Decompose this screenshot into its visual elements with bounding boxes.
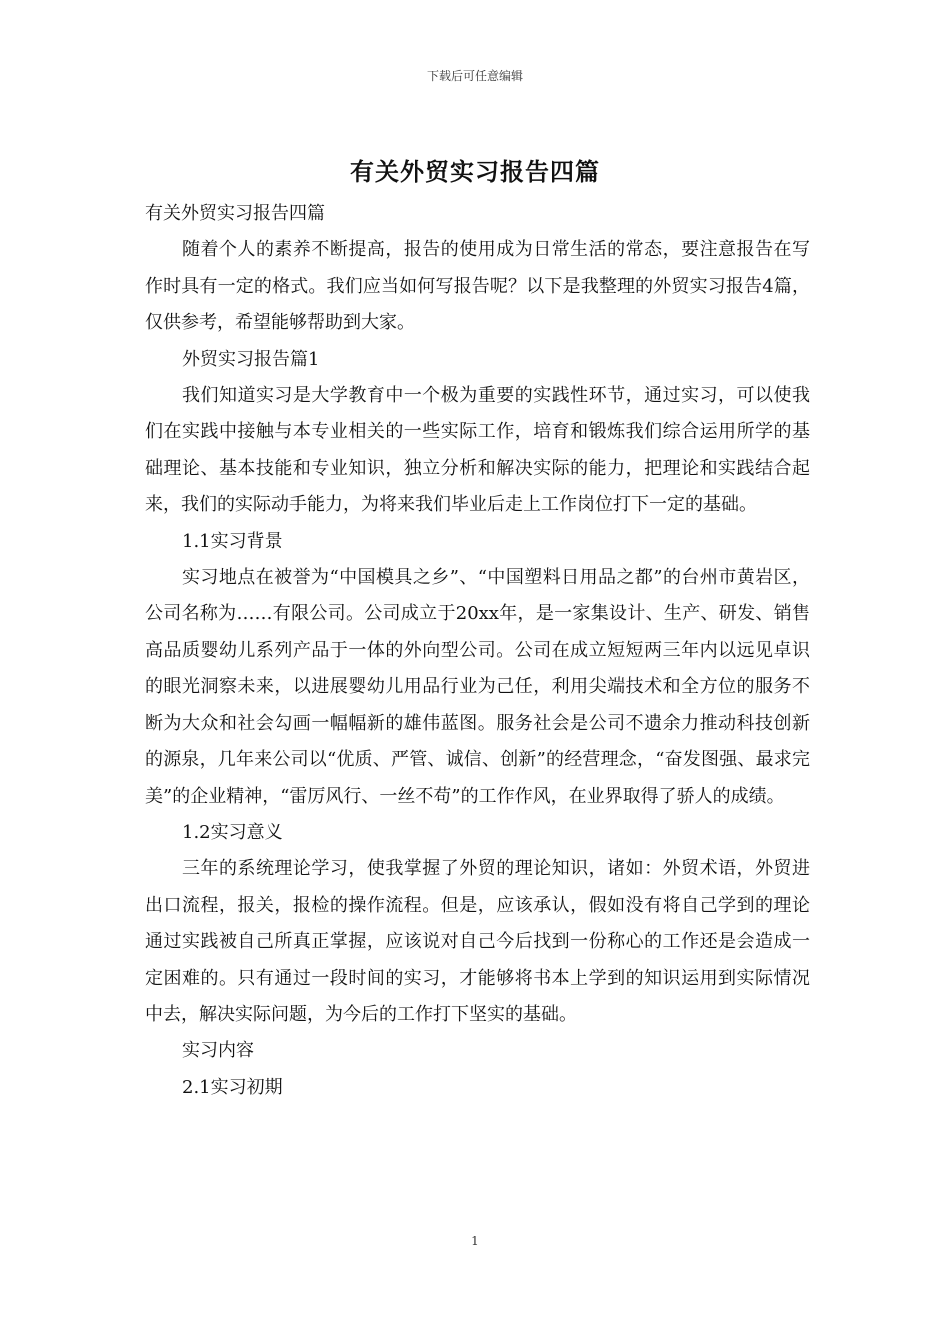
paragraph: 我们知道实习是大学教育中一个极为重要的实践性环节，通过实习，可以使我们在实践中接触与本专业相关的一些实际工作，培育和锻炼我们综合运用所学的基础理论、基本技能和专业知识，独立分析和解决实际的能力，把理论和实践结合起来，我们的实际动手能力，为将来我们毕业后走上工作岗位打下一定的基础。 (145, 385, 810, 516)
paragraph: 有关外贸实习报告四篇 (145, 203, 325, 224)
paragraph: 实习地点在被誉为“中国模具之乡”、“中国塑料日用品之都”的台州市黄岩区，公司名称为……有限公司。公司成立于20xx年，是一家集设计、生产、研发、销售高品质婴幼儿系列产品于一体的外向型公司。公司在成立短短两三年内以远见卓识的眼光洞察未来，以进展婴幼儿用品行业为己任，利用尖端技术和全方位的服务不断为大众和社会勾画一幅幅新的雄伟蓝图。服务社会是公司不遗余力推动科技创新的源泉，几年来公司以“优质、严管、诚信、创新”的经营理念，“奋发图强、最求完美”的企业精神，“雷厉风行、一丝不苟”的工作作风，在业界取得了骄人的成绩。 (145, 567, 810, 807)
page-number: 1 (471, 1234, 479, 1248)
document-title: 有关外贸实习报告四篇 (350, 157, 600, 186)
paragraph: 随着个人的素养不断提高，报告的使用成为日常生活的常态，要注意报告在写作时具有一定的格式。我们应当如何写报告呢？以下是我整理的外贸实习报告4篇，仅供参考，希望能够帮助到大家。 (145, 239, 810, 334)
section-heading: 外贸实习报告篇1 (182, 348, 320, 370)
header-note: 下载后可任意编辑 (426, 69, 523, 83)
document-body (145, 196, 810, 1106)
section-heading: 1.2实习意义 (182, 821, 283, 843)
section-heading: 实习内容 (182, 1040, 254, 1062)
paragraph: 三年的系统理论学习，使我掌握了外贸的理论知识，诸如：外贸术语，外贸进出口流程，报关，报检的操作流程。但是，应该承认，假如没有将自己学到的理论通过实践被自己所真正掌握，应该说对自己今后找到一份称心的工作还是会造成一定困难的。只有通过一段时间的实习，才能够将书本上学到的知识运用到实际情况中去，解决实际问题，为今后的工作打下坚实的基础。 (145, 858, 810, 1025)
section-heading: 1.1实习背景 (182, 530, 283, 552)
section-heading: 2.1实习初期 (182, 1076, 283, 1098)
